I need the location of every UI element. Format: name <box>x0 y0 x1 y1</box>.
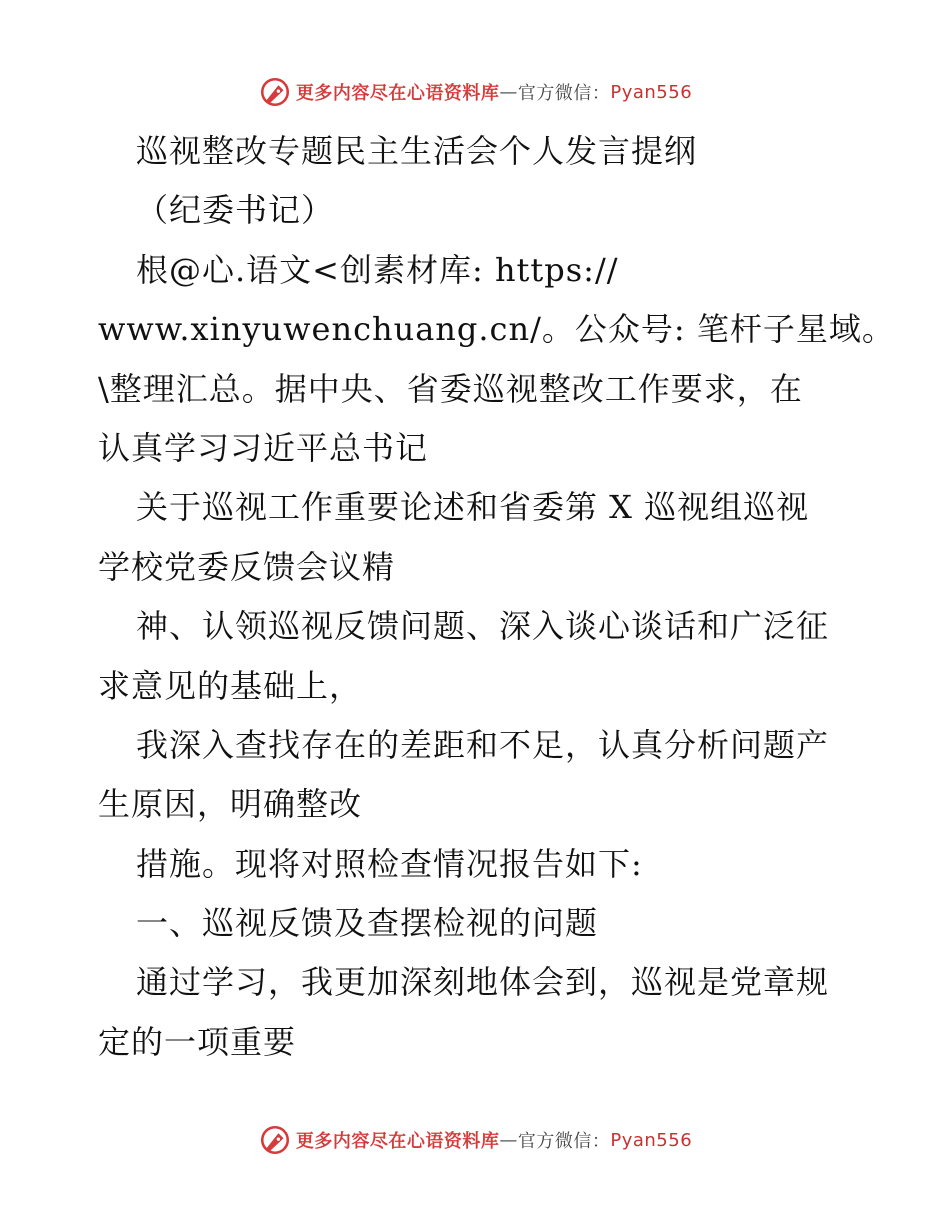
banner-wechat-id: Pyan556 <box>610 1129 693 1151</box>
body-line: 认真学习习近平总书记 <box>98 428 429 467</box>
body-line: 神、认领巡视反馈问题、深入谈心谈话和广泛征 <box>136 607 830 646</box>
body-line: 求意见的基础上， <box>98 666 363 705</box>
document-subtitle: （纪委书记） <box>136 191 335 230</box>
body-line: 根@心.语文<创素材库: https:// <box>136 250 619 289</box>
body-line: 我深入查找存在的差距和不足，认真分析问题产 <box>136 725 830 764</box>
header-watermark-banner <box>0 72 950 112</box>
banner-wechat-id: Pyan556 <box>610 81 693 103</box>
banner-wechat-label: 官方微信： <box>517 83 611 104</box>
body-line: 措施。现将对照检查情况报告如下: <box>136 844 643 883</box>
body-line: 定的一项重要 <box>98 1022 297 1061</box>
body-line: 学校党委反馈会议精 <box>98 547 396 586</box>
body-line: 通过学习，我更加深刻地体会到，巡视是党章规 <box>136 963 830 1002</box>
banner-main-text: 更多内容尽在心语资料库 <box>295 83 500 104</box>
body-line: www.xinyuwenchuang.cn/。公众号: 笔杆子星域。 <box>98 310 895 349</box>
banner-separator: — <box>499 1129 518 1151</box>
body-line: 关于巡视工作重要论述和省委第 X 巡视组巡视 <box>136 488 810 527</box>
footer-watermark-banner <box>0 1120 950 1160</box>
section-heading: 一、巡视反馈及查摆检视的问题 <box>136 904 599 943</box>
pen-nib-logo-icon <box>258 1123 292 1157</box>
document-body <box>98 122 895 1072</box>
document-title: 巡视整改专题民主生活会个人发言提纲 <box>136 132 698 170</box>
body-line: 生原因，明确整改 <box>98 785 363 824</box>
pen-nib-logo-icon <box>258 75 292 109</box>
banner-wechat-label: 官方微信： <box>517 1131 611 1152</box>
banner-separator: — <box>499 81 518 103</box>
banner-main-text: 更多内容尽在心语资料库 <box>295 1131 500 1152</box>
body-line: \整理汇总。据中央、省委巡视整改工作要求，在 <box>98 369 803 408</box>
